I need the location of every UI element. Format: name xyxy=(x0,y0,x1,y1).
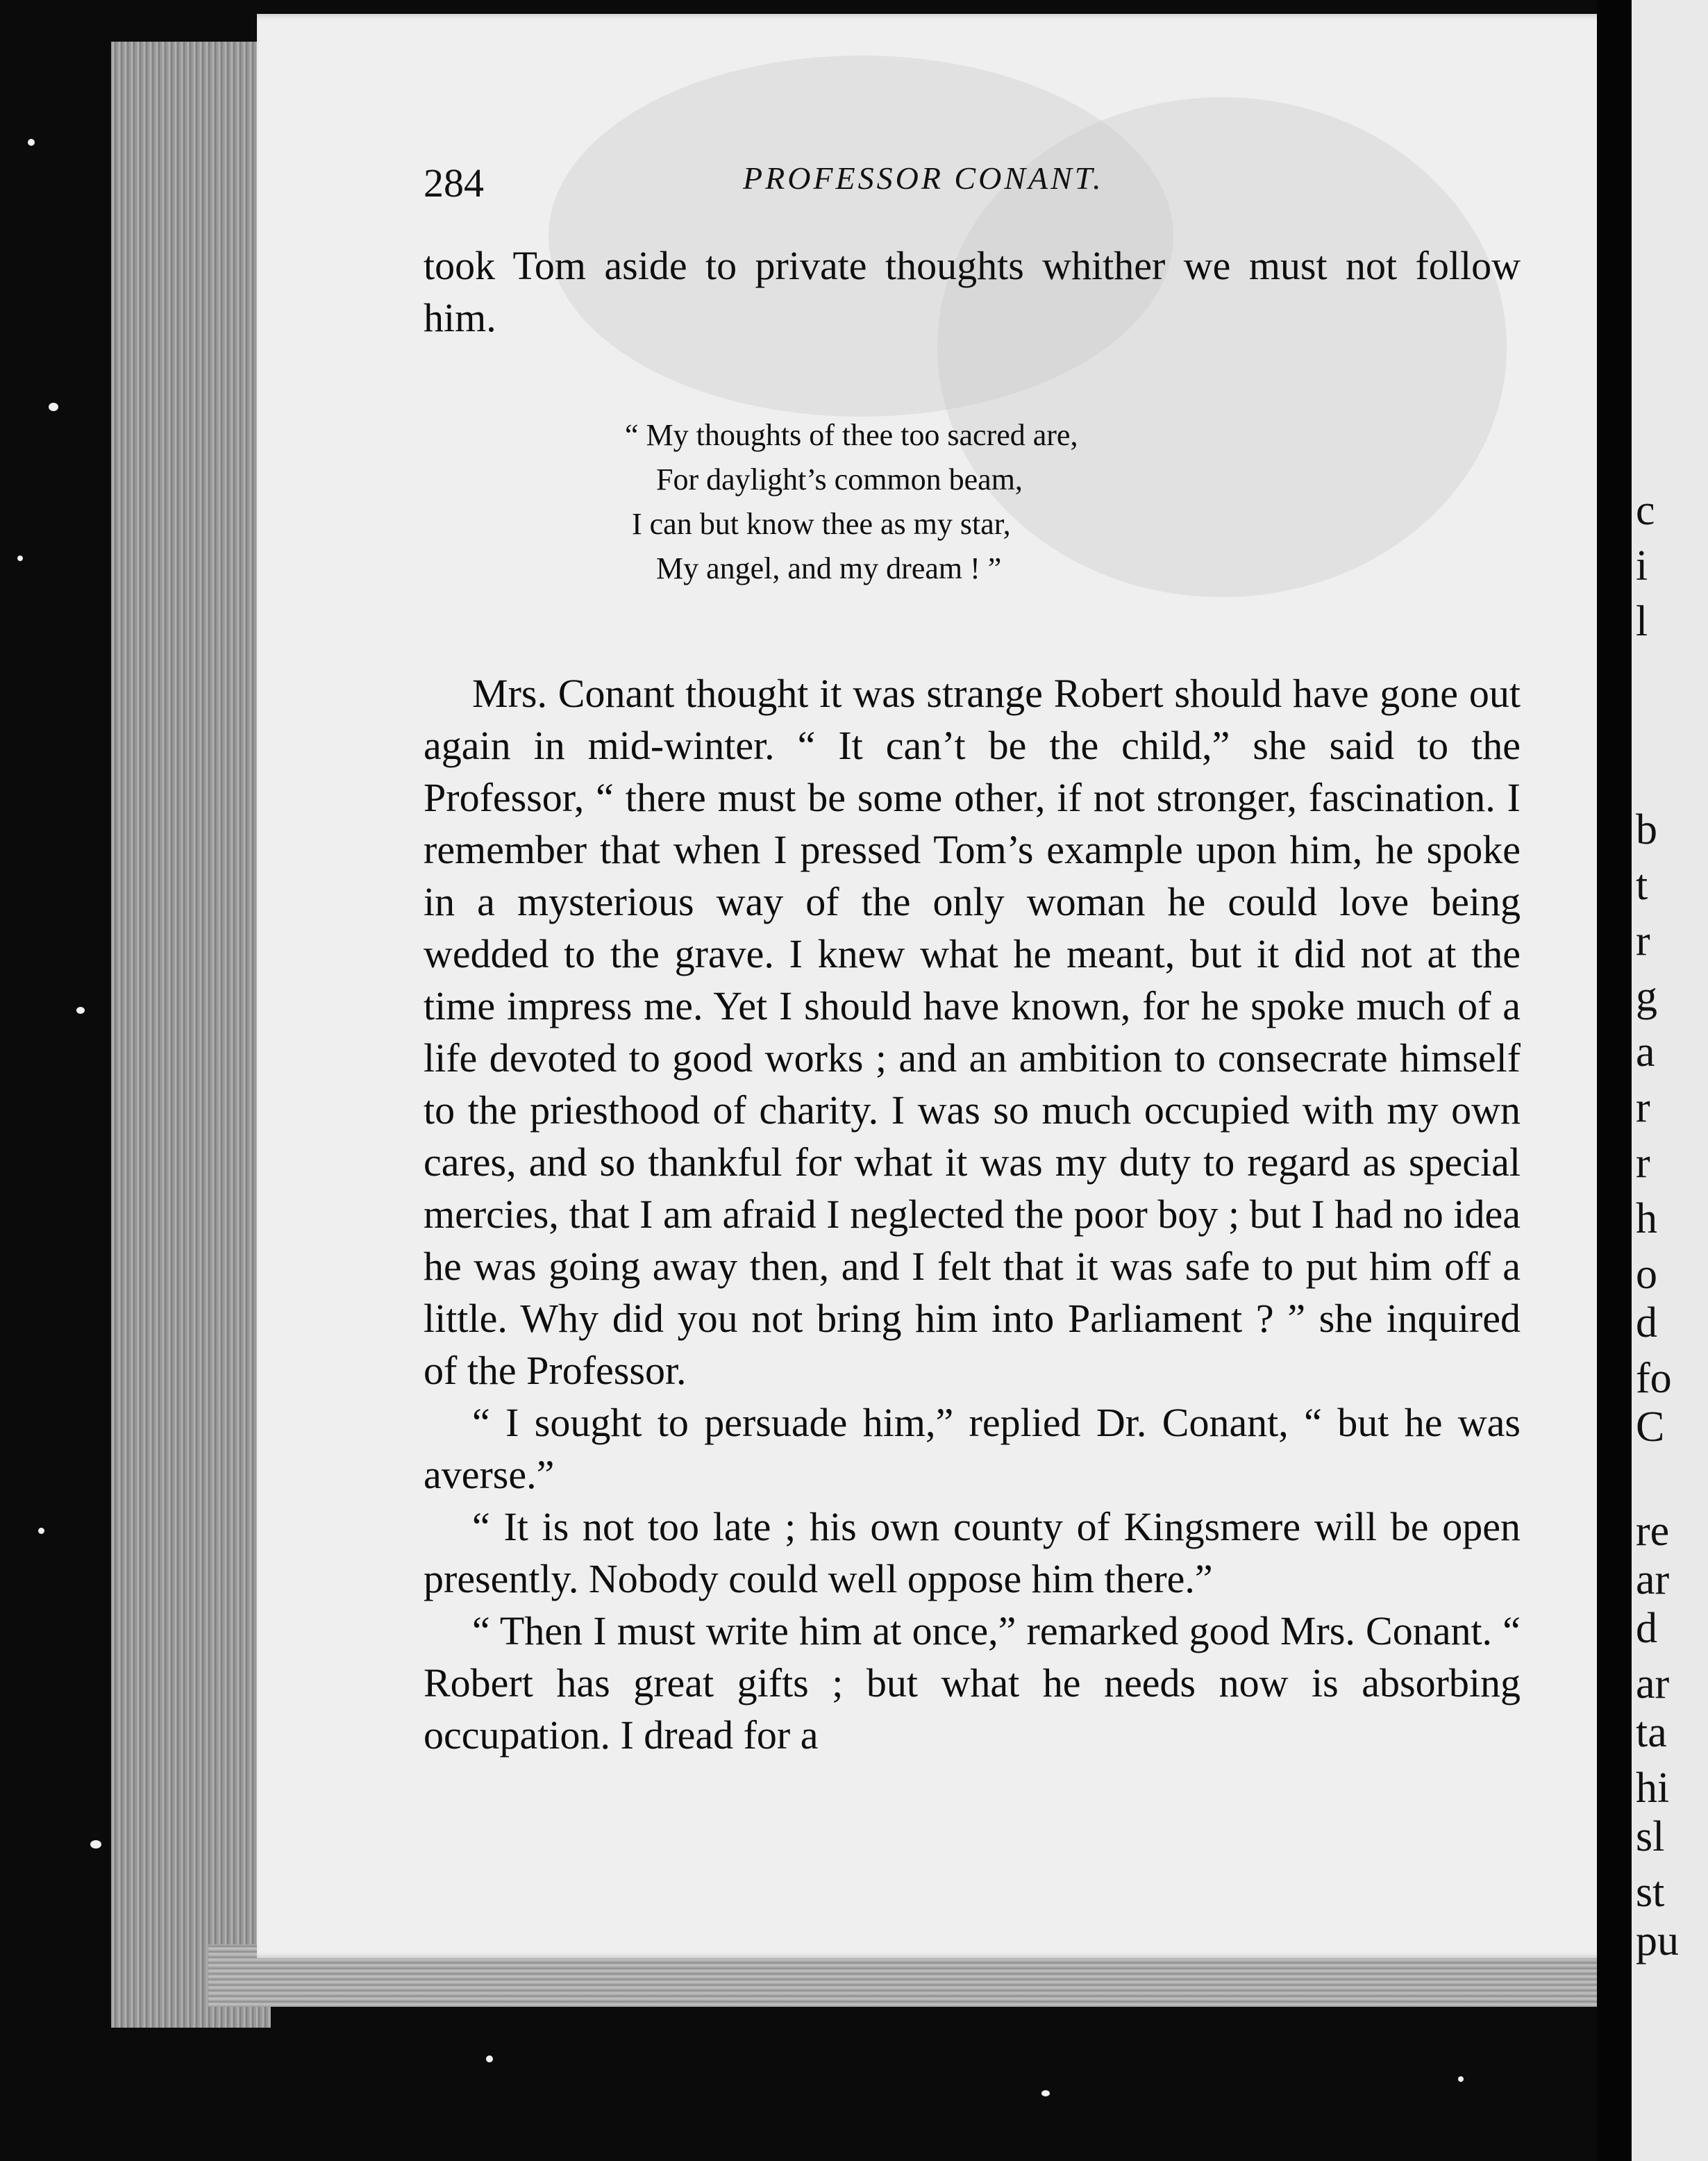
facing-page-fragment: h xyxy=(1636,1195,1657,1242)
facing-page-fragment: ar xyxy=(1636,1556,1670,1603)
dust-speck xyxy=(486,2055,493,2062)
facing-page-fragment: pu xyxy=(1636,1917,1679,1964)
facing-page-fragment: C xyxy=(1636,1403,1665,1451)
facing-page-fragment: r xyxy=(1636,1140,1650,1187)
verse-line: “ My thoughts of thee too sacred are, xyxy=(625,418,1078,452)
facing-page-fragment: sl xyxy=(1636,1813,1665,1860)
facing-page-fragment: d xyxy=(1636,1299,1657,1346)
facing-page-fragment: c xyxy=(1636,487,1655,534)
facing-page-fragment: hi xyxy=(1636,1764,1670,1812)
dust-speck xyxy=(49,403,58,411)
dust-speck xyxy=(1041,2090,1050,2096)
verse-quotation xyxy=(625,413,1521,591)
paragraph: Mrs. Conant thought it was strange Robert should have gone out again in mid-winter. “ It can’t be the child,” she said to the Professor, “ there must be some other, if not stronger, fascination. I remember that when I pressed Tom’s example upon him, he spoke in a mysterious way of the only woman he could love being wedded to the grave. I knew what he meant, but it did not at the time impress me. Yet I should have known, for he spoke much of a life devoted to good works ; and an ambition to consecrate himself to the priesthood of charity. I was so much occupied with my own cares, and so thankful for what it was my duty to regard as special mercies, that I am afraid I neglected the poor boy ; but I had no idea he was going away then, and I felt that it was safe to put him off a little. Why did you not bring him into Parliament ? ” she inquired of the Professor. xyxy=(424,671,1521,1393)
facing-page-fragment: r xyxy=(1636,1084,1650,1131)
dust-speck xyxy=(28,139,35,146)
paragraph: “ Then I must write him at once,” remarked good Mrs. Conant. “ Robert has great gifts ; but what he needs now is absorbing occupation. I dread for a xyxy=(424,1608,1521,1758)
facing-page-fragment: re xyxy=(1636,1508,1670,1555)
facing-page-fragment: a xyxy=(1636,1028,1655,1076)
dust-speck xyxy=(38,1528,44,1534)
facing-page-fragment: ta xyxy=(1636,1709,1667,1756)
opening-paragraph: took Tom aside to private thoughts whither we must not follow him. xyxy=(424,243,1521,340)
verse-line: For daylight’s common beam, xyxy=(656,462,1023,497)
verse-line: I can but know thee as my star, xyxy=(632,507,1011,541)
facing-page-fragment: r xyxy=(1636,917,1650,965)
page-body xyxy=(424,240,1521,1761)
dust-speck xyxy=(17,556,23,561)
dust-speck xyxy=(90,1840,101,1849)
facing-page-fragment: i xyxy=(1636,542,1648,590)
dust-speck xyxy=(76,1007,85,1014)
paragraph: “ It is not too late ; his own county of Kingsmere will be open presently. Nobody could well oppose him there.” xyxy=(424,1504,1521,1601)
facing-page-fragment: l xyxy=(1636,598,1648,645)
running-title: PROFESSOR CONANT. xyxy=(743,160,1104,196)
facing-page-fragment: t xyxy=(1636,862,1648,909)
page-header xyxy=(424,160,1527,215)
facing-page-fragment: ar xyxy=(1636,1660,1670,1708)
facing-page-fragment: b xyxy=(1636,806,1657,853)
verse-line: My angel, and my dream ! ” xyxy=(656,551,1002,585)
facing-page xyxy=(1632,0,1708,2161)
dust-speck xyxy=(1458,2076,1464,2082)
page-block-edges xyxy=(111,42,271,2028)
facing-page-fragment: d xyxy=(1636,1605,1657,1652)
facing-page-fragment: o xyxy=(1636,1251,1657,1298)
facing-page-fragment: g xyxy=(1636,973,1657,1020)
facing-page-fragment: fo xyxy=(1636,1355,1672,1402)
facing-page-fragment: st xyxy=(1636,1869,1665,1916)
page-number: 284 xyxy=(424,160,484,206)
paragraph: “ I sought to persuade him,” replied Dr. Conant, “ but he was averse.” xyxy=(424,1400,1521,1497)
